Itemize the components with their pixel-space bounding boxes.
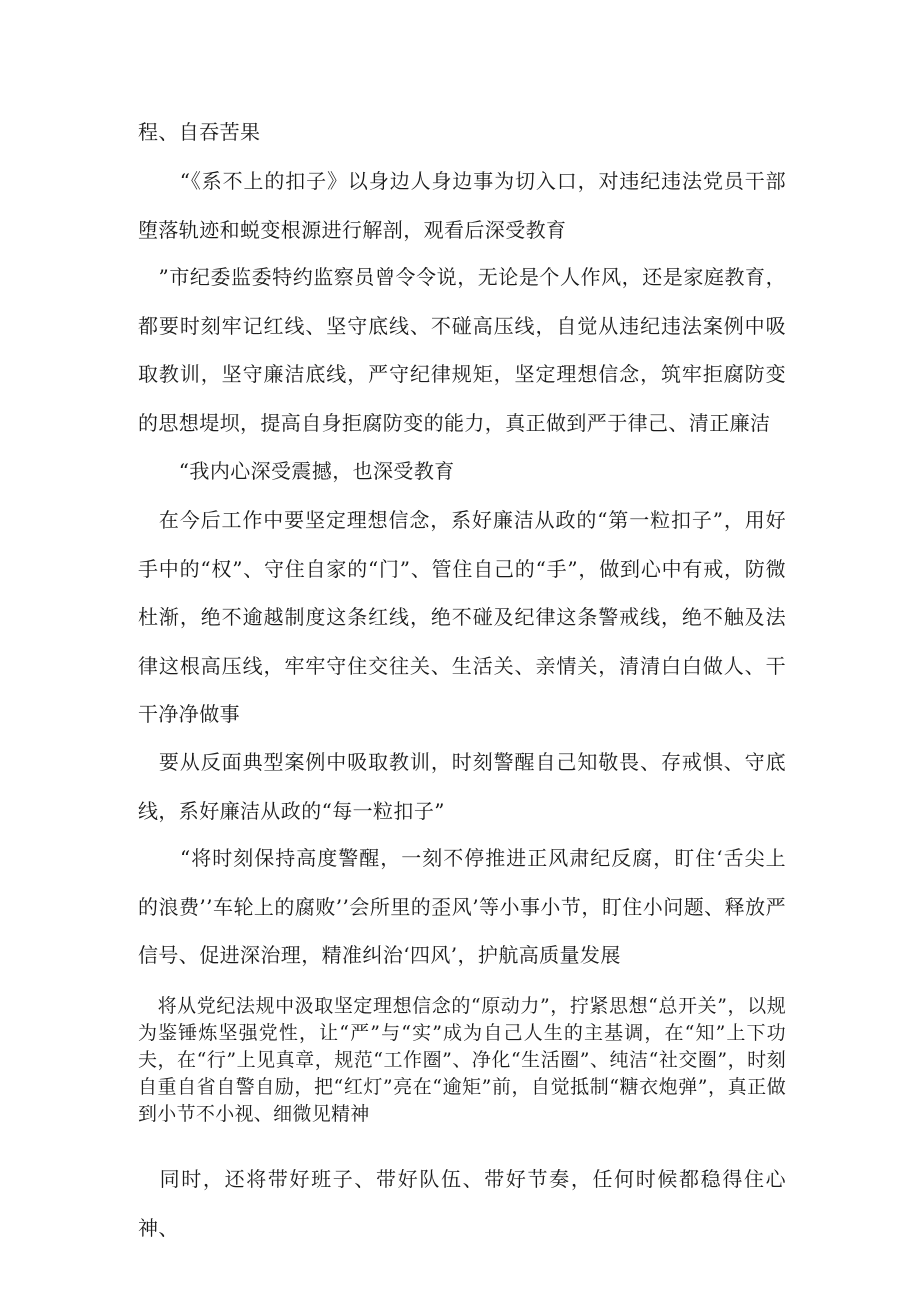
paragraph-9: 同时，还将带好班子、带好队伍、带好节奏，任何时候都稳得住心神、: [138, 1167, 786, 1240]
paragraph-8: 将从党纪法规中汲取坚定理想信念的“原动力”，拧紧思想“总开关”，以规为鉴锤炼坚强党性，让“严”与“实”成为自己人生的主基调，在“知”上下功夫，在“行”上见真章，规范“工作圈”、净化“生活圈”、纯洁“社交圈”，时刻自重自省自警自励，把“红灯”亮在“逾矩”前，自觉抵制“糖衣炮弹”，真正做到小节不小视、细微见精神: [138, 995, 786, 1125]
paragraph-6: 要从反面典型案例中吸取教训，时刻警醒自己知敬畏、存戒惧、守底线，系好廉洁从政的“每一粒扣子”: [138, 750, 786, 823]
paragraph-3: ”市纪委监委特约监察员曾令令说，无论是个人作风，还是家庭教育，都要时刻牢记红线、坚守底线、不碰高压线，自觉从违纪违法案例中吸取教训，坚守廉洁底线，严守纪律规矩，坚定理想信念，筑牢拒腐防变的思想堤坝，提高自身拒腐防变的能力，真正做到严于律己、清正廉洁: [138, 265, 786, 435]
paragraph-2: “《系不上的扣子》以身边人身边事为切入口，对违纪违法党员干部堕落轨迹和蜕变根源进行解剖，观看后深受教育: [138, 169, 786, 242]
paragraph-5: 在今后工作中要坚定理想信念，系好廉洁从政的“第一粒扣子”，用好手中的“权”、守住自家的“门”、管住自己的“手”，做到心中有戒，防微杜渐，绝不逾越制度这条红线，绝不碰及纪律这条警戒线，绝不触及法律这根高压线，牢牢守住交往关、生活关、亲情关，清清白白做人、干干净净做事: [138, 508, 786, 726]
paragraph-7: “将时刻保持高度警醒，一刻不停推进正风肃纪反腐，盯住‘舌尖上的浪费’’车轮上的腐败’’会所里的歪风’等小事小节，盯住小问题、释放严信号、促进深治理，精准纠治‘四风’，护航高质量发展: [138, 846, 786, 967]
paragraph-4: “我内心深受震撼，也深受教育: [138, 459, 455, 483]
paragraph-1: 程、自吞苦果: [138, 120, 261, 144]
